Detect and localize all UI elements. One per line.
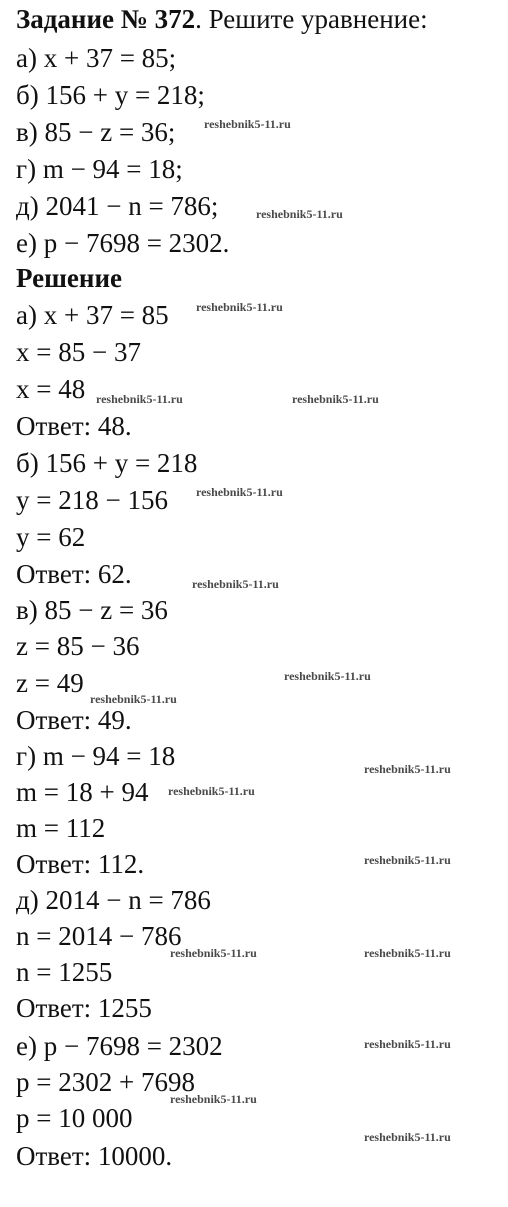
answer-line: Ответ: 49.	[16, 705, 132, 735]
answer-line: Ответ: 48.	[16, 411, 132, 441]
solution-line: в) 85 − z = 36	[16, 595, 168, 625]
task-number: Задание № 372	[16, 4, 196, 34]
watermark: reshebnik5-11.ru	[196, 485, 283, 499]
watermark: reshebnik5-11.ru	[170, 1092, 257, 1106]
solution-line: z = 49	[16, 668, 84, 698]
task-header-line	[16, 3, 428, 36]
watermark: reshebnik5-11.ru	[364, 1037, 451, 1051]
task-item-d: д) 2041 − n = 786;	[16, 191, 219, 221]
solution-heading: Решение	[16, 263, 122, 293]
solution-line: x = 85 − 37	[16, 337, 141, 367]
watermark: reshebnik5-11.ru	[96, 392, 183, 406]
watermark: reshebnik5-11.ru	[170, 946, 257, 960]
watermark: reshebnik5-11.ru	[192, 577, 279, 591]
solution-line: x = 48	[16, 374, 86, 404]
task-item-b: б) 156 + y = 218;	[16, 80, 205, 110]
solution-line: n = 2014 − 786	[16, 921, 182, 951]
solution-line: m = 112	[16, 813, 106, 843]
solution-line: p = 10 000	[16, 1103, 133, 1133]
task-item-v: в) 85 − z = 36;	[16, 117, 176, 147]
answer-line: Ответ: 62.	[16, 559, 132, 589]
watermark: reshebnik5-11.ru	[364, 762, 451, 776]
answer-line: Ответ: 10000.	[16, 1141, 173, 1171]
solution-line: p = 2302 + 7698	[16, 1067, 195, 1097]
solution-line: n = 1255	[16, 957, 113, 987]
watermark: reshebnik5-11.ru	[364, 1130, 451, 1144]
watermark: reshebnik5-11.ru	[284, 669, 371, 683]
task-item-e: е) p − 7698 = 2302.	[16, 228, 230, 258]
watermark: reshebnik5-11.ru	[90, 692, 177, 706]
watermark: reshebnik5-11.ru	[204, 117, 291, 131]
solution-line: m = 18 + 94	[16, 777, 149, 807]
task-item-g: г) m − 94 = 18;	[16, 154, 183, 184]
task-instruction: . Решите уравнение:	[195, 4, 428, 34]
watermark: reshebnik5-11.ru	[196, 300, 283, 314]
watermark: reshebnik5-11.ru	[168, 784, 255, 798]
solution-line: а) x + 37 = 85	[16, 300, 169, 330]
watermark: reshebnik5-11.ru	[256, 207, 343, 221]
solution-line: д) 2014 − n = 786	[16, 885, 211, 915]
watermark: reshebnik5-11.ru	[364, 946, 451, 960]
answer-line: Ответ: 112.	[16, 849, 145, 879]
watermark: reshebnik5-11.ru	[364, 853, 451, 867]
solution-line: е) p − 7698 = 2302	[16, 1031, 223, 1061]
solution-line: y = 62	[16, 522, 86, 552]
solution-line: y = 218 − 156	[16, 485, 168, 515]
watermark: reshebnik5-11.ru	[292, 392, 379, 406]
task-item-a: а) x + 37 = 85;	[16, 43, 177, 73]
solution-line: б) 156 + y = 218	[16, 448, 198, 478]
solution-line: z = 85 − 36	[16, 631, 140, 661]
answer-line: Ответ: 1255	[16, 993, 152, 1023]
solution-line: г) m − 94 = 18	[16, 741, 176, 771]
